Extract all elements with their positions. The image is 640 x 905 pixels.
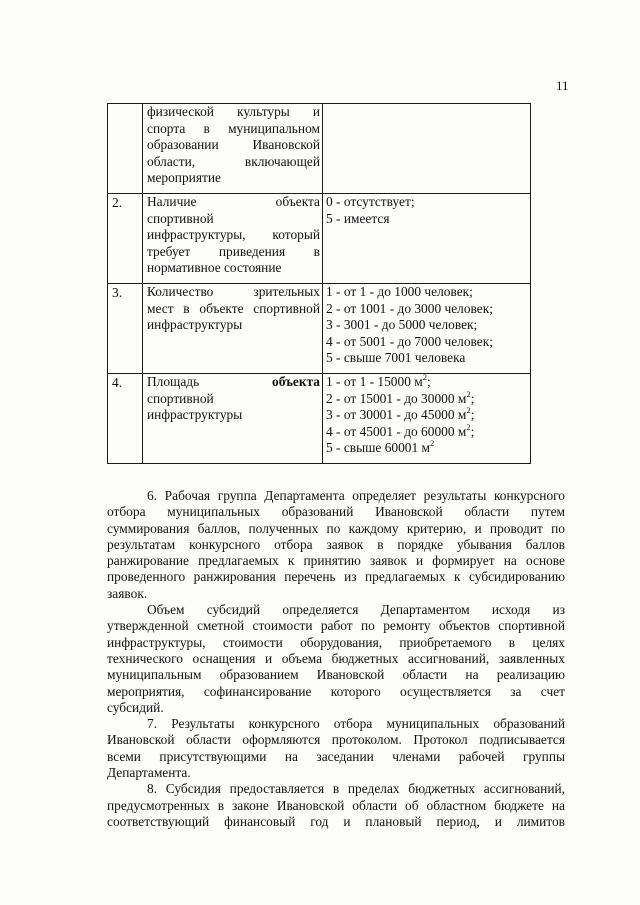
table-row	[108, 283, 531, 373]
body-text	[107, 488, 565, 830]
text-line: Ивановской области оформляются протоколом. Протокол подписывается	[107, 732, 565, 748]
text-line: инфраструктуры, стоимости оборудования, приобретаемого в целях	[107, 634, 565, 650]
criterion-name-cell	[143, 373, 323, 463]
text-line: отбора муниципальных образований Ивановской области путем	[107, 504, 565, 520]
criterion-name-cell	[143, 104, 323, 194]
text-line: муниципальным образованием Ивановской области на реализацию	[107, 667, 565, 683]
score-option-text: 5 - свыше 60001 м	[326, 440, 431, 456]
score-option	[326, 388, 528, 408]
score-option-suffix: ;	[470, 423, 475, 439]
superscript: 2	[466, 405, 471, 416]
criterion-word-bold: объекта	[272, 373, 320, 389]
text-line: мероприятия, софинансирование которого осуществляется за счет	[107, 683, 565, 699]
score-option: 1 - от 1 - до 1000 человек;	[326, 283, 473, 299]
criterion-line: спортивной	[147, 390, 214, 406]
score-option-suffix: ;	[426, 373, 431, 389]
criterion-line: инфраструктуры	[147, 317, 243, 333]
criterion-line	[147, 374, 320, 391]
text-line: технического оснащения и объема бюджетных ассигнований, заявленных	[107, 650, 565, 666]
paragraph-8	[107, 781, 565, 830]
score-option-text: 4 - от 45001 - до 60000 м	[326, 423, 467, 439]
criteria-table	[107, 103, 531, 464]
criterion-line: инфраструктуры	[147, 407, 243, 423]
text-line: всеми присутствующими на заседании членами рабочей группы	[107, 748, 565, 764]
criterion-line: Наличие объекта	[147, 193, 320, 209]
text-line: 6. Рабочая группа Департамента определяет результаты конкурсного	[147, 488, 565, 503]
row-number: 3.	[108, 283, 143, 373]
criterion-name-cell	[143, 193, 323, 283]
score-option: 3 - 3001 - до 5000 человек;	[326, 317, 478, 333]
criterion-values-cell	[323, 283, 531, 373]
criterion-line: мероприятие	[147, 170, 221, 186]
score-option	[326, 421, 528, 441]
text-line: соответствующий финансовый год и плановый период, и лимитов	[107, 813, 565, 829]
page-number: 11	[556, 78, 569, 93]
score-option: 5 - свыше 7001 человека	[326, 350, 466, 366]
criterion-line: образовании Ивановской	[147, 137, 320, 153]
score-option: 2 - от 1001 - до 3000 человек;	[326, 300, 493, 316]
text-line: Департамента.	[107, 765, 191, 781]
score-option	[326, 440, 528, 457]
superscript: 2	[430, 438, 435, 449]
superscript: 2	[422, 371, 427, 382]
text-line: результатам конкурсного отбора заявок в порядке убывания баллов	[107, 536, 565, 552]
criterion-word: Площадь	[147, 373, 200, 389]
row-number: 2.	[108, 193, 143, 283]
score-option: 4 - от 5001 - до 7000 человек;	[326, 333, 493, 349]
criterion-values-cell	[323, 104, 531, 194]
text-line: Объем субсидий определяется Департаментом исходя из	[147, 602, 565, 618]
score-option	[326, 407, 528, 424]
paragraph-7	[107, 716, 565, 781]
text-line: 7. Результаты конкурсного отбора муниципальных образований	[147, 716, 565, 732]
criterion-name-cell	[143, 283, 323, 373]
text-line: суммирования баллов, полученных по каждому критерию, и проводит по	[107, 520, 565, 536]
superscript: 2	[466, 421, 471, 432]
text-line: 8. Субсидия предоставляется в пределах бюджетных ассигнований,	[147, 781, 565, 797]
score-option-suffix: ;	[470, 407, 475, 423]
score-option-suffix: ;	[470, 390, 475, 406]
criterion-values-cell	[323, 193, 531, 283]
text-line: ранжирование предлагаемых к принятию заявок и формирует на основе	[107, 553, 565, 569]
table-row-continuation	[108, 104, 531, 194]
text-line: субсидий.	[107, 699, 164, 715]
score-option: 0 - отсутствует;	[326, 193, 415, 209]
text-line: предусмотренных в законе Ивановской области об областном бюджете на	[107, 797, 565, 813]
criterion-line: области, включающей	[147, 153, 320, 169]
criterion-line: Количество зрительных	[147, 283, 320, 299]
criterion-line: мест в объекте спортивной	[147, 300, 320, 316]
criterion-line: спортивной	[147, 210, 214, 226]
criterion-values-cell	[323, 373, 531, 463]
text-line: проведенного ранжирования перечень из предлагаемых к субсидированию	[107, 569, 565, 585]
paragraph-6	[107, 488, 565, 602]
score-option-text: 1 - от 1 - 15000 м	[326, 373, 423, 389]
text-line: заявок.	[107, 585, 148, 601]
score-option	[326, 371, 528, 391]
criterion-line: инфраструктуры, который	[147, 227, 320, 243]
criterion-line: физической культуры и	[147, 104, 320, 119]
score-option: 5 - имеется	[326, 210, 390, 226]
criterion-line: требует приведения в	[147, 243, 320, 259]
criterion-line: нормативное состояние	[147, 260, 282, 276]
criterion-line: спорта в муниципальном	[147, 120, 320, 136]
row-number-cell	[108, 104, 143, 194]
score-option-text: 3 - от 30001 - до 45000 м	[326, 407, 467, 423]
row-number: 4.	[108, 373, 143, 463]
table-row	[108, 193, 531, 283]
score-option-text: 2 - от 15001 - до 30000 м	[326, 390, 467, 406]
superscript: 2	[466, 388, 471, 399]
table-row	[108, 373, 531, 463]
paragraph-subsidy-amount	[107, 602, 565, 716]
text-line: утвержденной сметной стоимости работ по ремонту объектов спортивной	[107, 618, 565, 634]
